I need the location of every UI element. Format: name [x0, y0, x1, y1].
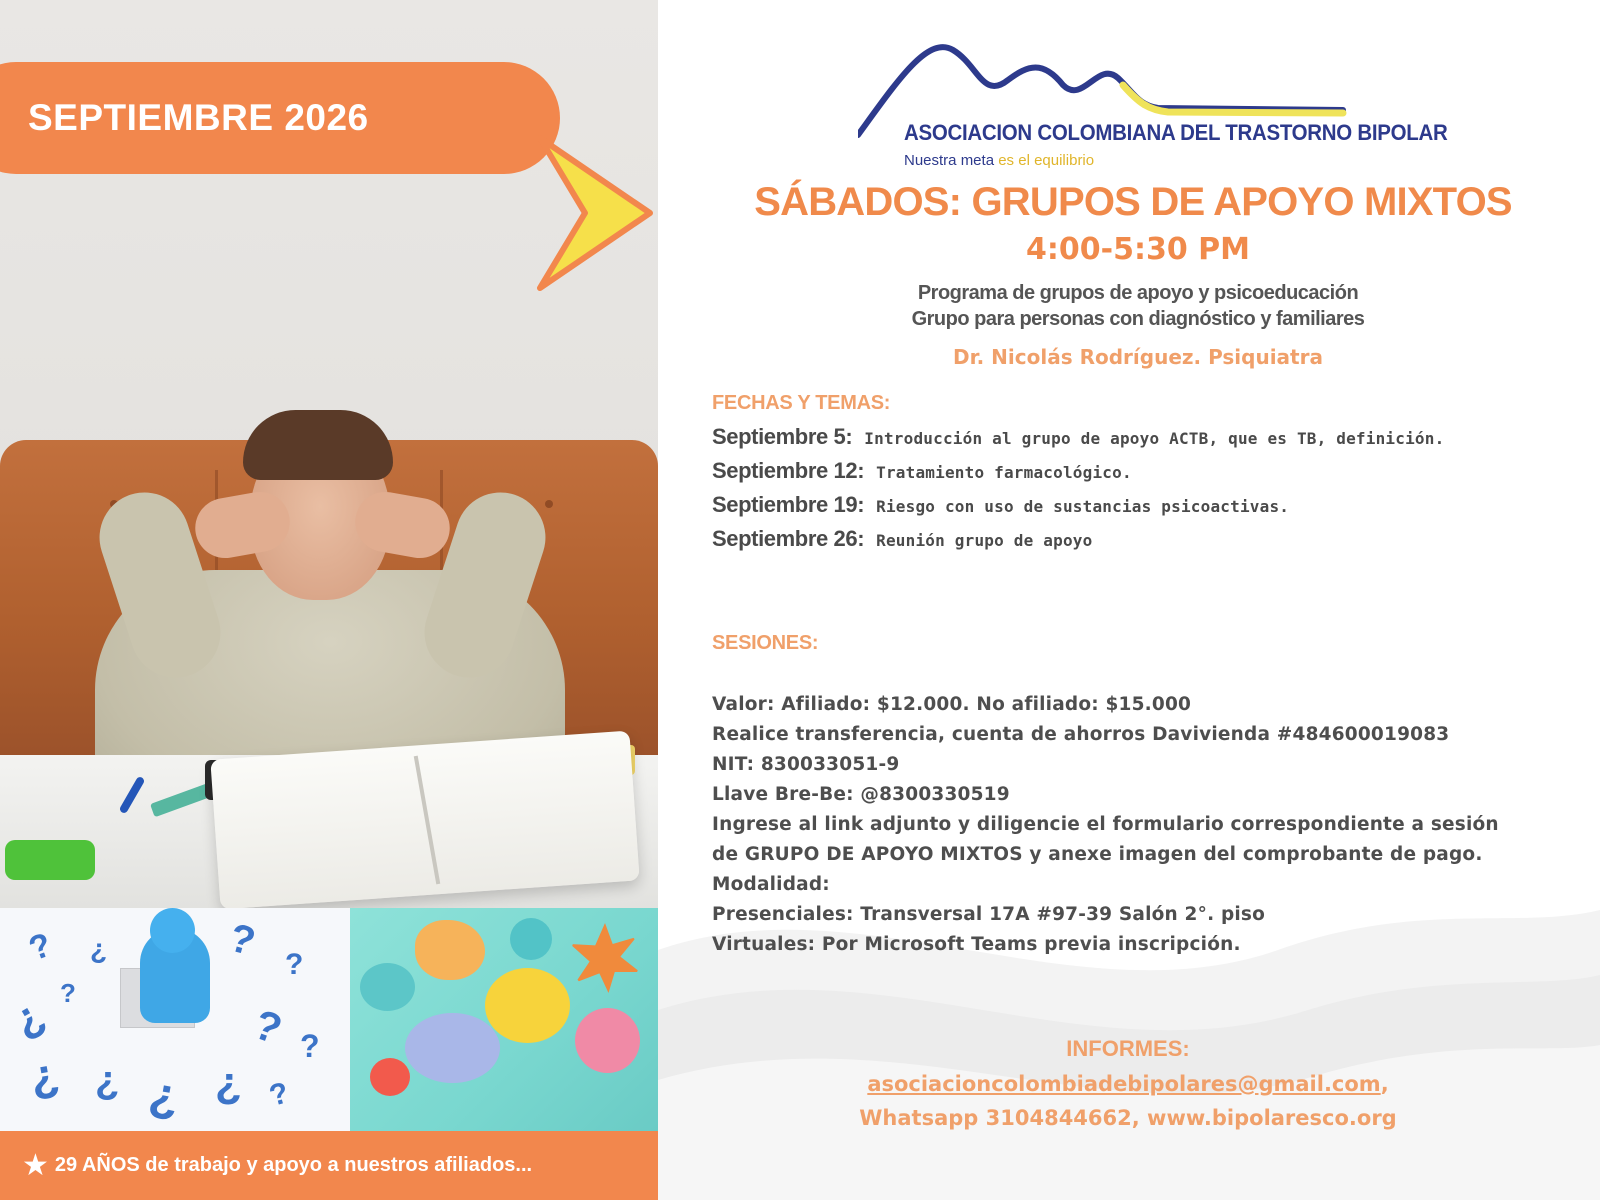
question-mark: ¿: [90, 933, 108, 964]
topic-row: [712, 424, 1572, 458]
contact-line: Whatsapp 3104844662, www.bipolaresco.org: [859, 1106, 1397, 1130]
info-label: INFORMES:: [1066, 1036, 1190, 1061]
topic-date: Septiembre 19:: [712, 492, 865, 517]
topics-list: [712, 424, 1572, 560]
footer-strip: [0, 1131, 658, 1200]
doctor-name: Dr. Nicolás Rodríguez. Psiquiatra: [953, 345, 1323, 369]
speech-bubble: [575, 1008, 640, 1073]
question-mark: ?: [224, 915, 260, 965]
thinking-figure-head: [150, 908, 195, 953]
info-email-line: [718, 1072, 1538, 1096]
question-mark: ?: [265, 1076, 293, 1113]
modality-line: Modalidad:: [712, 874, 830, 895]
topic-text: Tratamiento farmacológico.: [876, 463, 1132, 482]
price-line: Valor: Afiliado: $12.000. No afiliado: $15.000: [712, 694, 1192, 715]
question-mark: ?: [300, 1028, 320, 1064]
topic-text: Riesgo con uso de sustancias psicoactivas.: [876, 497, 1290, 516]
session-time: 4:00-5:30 PM: [1026, 232, 1250, 267]
logo-tagline-part1: Nuestra meta: [904, 152, 999, 169]
arrow-icon: [530, 128, 658, 298]
email-link[interactable]: asociacioncolombiadebipolares@gmail.com: [867, 1072, 1381, 1096]
month-banner: [0, 62, 560, 174]
form-line-1: Ingrese al link adjunto y diligencie el formulario correspondiente a sesión: [712, 814, 1499, 835]
speech-bubble: [485, 968, 570, 1043]
in-person-line: Presenciales: Transversal 17A #97-39 Salón 2°. piso: [712, 904, 1266, 925]
email-suffix: ,: [1380, 1072, 1389, 1096]
speech-bubbles-panel: [350, 908, 658, 1131]
program-line-2: Grupo para personas con diagnóstico y familiares: [911, 308, 1365, 330]
topic-date: Septiembre 26:: [712, 526, 865, 551]
speech-bubble: [415, 920, 485, 980]
program-description: [778, 280, 1498, 332]
month-banner-text: SEPTIEMBRE 2026: [28, 97, 369, 138]
topic-row: [712, 492, 1572, 526]
actb-logo: [858, 40, 1448, 175]
topic-text: Reunión grupo de apoyo: [876, 531, 1093, 550]
logo-tagline-part2: es el equilibrio: [998, 152, 1095, 169]
sessions-details: [712, 690, 1572, 960]
star-icon: ★: [22, 1148, 49, 1182]
form-line-2: de GRUPO DE APOYO MIXTOS y anexe imagen del comprobante de pago.: [712, 844, 1483, 865]
sessions-label: SESIONES:: [712, 632, 819, 654]
logo-tagline: [904, 152, 1094, 169]
nit-line: NIT: 830033051-9: [712, 754, 900, 775]
speech-bubble: [370, 1058, 410, 1096]
transfer-line: Realice transferencia, cuenta de ahorros Davivienda #484600019083: [712, 724, 1450, 745]
page-title: SÁBADOS: GRUPOS DE APOYO MIXTOS: [754, 180, 1512, 224]
question-mark: ¿: [25, 1046, 63, 1104]
left-photo-column: [0, 0, 658, 1200]
speech-bubble: [510, 918, 552, 960]
key-line: Llave Bre-Be: @8300330519: [712, 784, 1010, 805]
topic-row: [712, 526, 1572, 560]
topic-text: Introducción al grupo de apoyo ACTB, que es TB, definición.: [864, 429, 1445, 448]
question-mark: ¿: [215, 1058, 242, 1107]
question-mark: ¿: [95, 1058, 120, 1102]
topic-date: Septiembre 12:: [712, 458, 865, 483]
question-marks-panel: [0, 908, 350, 1131]
question-mark: ?: [285, 948, 304, 981]
topic-date: Septiembre 5:: [712, 424, 853, 449]
speech-bubble: [360, 963, 415, 1011]
program-line-1: Programa de grupos de apoyo y psicoeducación: [917, 282, 1359, 304]
stapler: [5, 840, 95, 880]
speech-bubble: [405, 1013, 500, 1083]
question-mark: ¿: [4, 989, 53, 1046]
footer-text: 29 AÑOS de trabajo y apoyo a nuestros afiliados...: [54, 1154, 533, 1176]
question-mark: ?: [247, 1000, 289, 1054]
hair: [243, 410, 393, 480]
virtual-line: Virtuales: Por Microsoft Teams previa inscripción.: [712, 934, 1241, 955]
question-mark: ?: [23, 925, 57, 969]
logo-title: ASOCIACION COLOMBIANA DEL TRASTORNO BIPOLAR: [904, 120, 1448, 145]
topic-row: [712, 458, 1572, 492]
question-mark: ?: [60, 978, 76, 1008]
question-mark: ¿: [145, 1066, 184, 1125]
topics-label: FECHAS Y TEMAS:: [712, 392, 891, 414]
right-info-column: [658, 0, 1600, 1200]
speech-bubble: [570, 923, 640, 993]
